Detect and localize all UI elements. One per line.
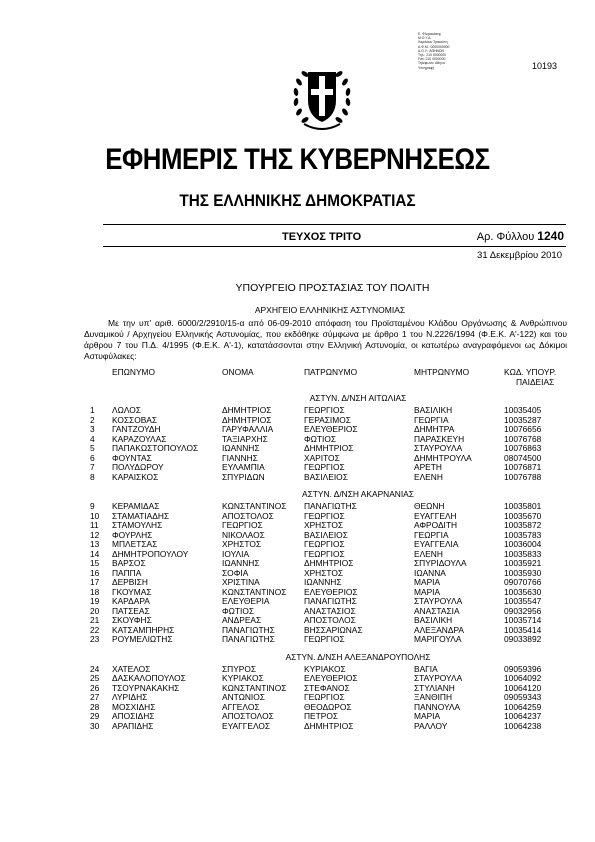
surname: ΚΑΡΔΑΡΑ — [112, 596, 150, 606]
father-name: ΓΕΩΡΓΙΟΣ — [304, 539, 345, 549]
father-name: ΒΑΣΙΛΕΙΟΣ — [304, 471, 348, 482]
father-name: ΓΕΩΡΓΙΟΣ — [304, 548, 345, 559]
father-name: ΔΗΜΗΤΡΙΟΣ — [304, 720, 354, 731]
first-name: ΝΙΚΟΛΑΟΣ — [222, 529, 265, 540]
sheet-label: Αρ. Φύλλου — [476, 231, 535, 243]
first-name: ΣΠΥΡΟΣ — [222, 663, 257, 674]
row-number: 16 — [90, 567, 100, 578]
group-heading: ΑΣΤΥΝ. Δ/ΝΣΗ ΑΙΤΩΛΙΑΣ — [309, 393, 407, 403]
intro-paragraph: Με την υπ' αριθ. 6000/2/2910/15-α από 06-09-2010 απόφαση του Προϊσταμένου Κλάδου Οργάνωσης & Ανθρώπινου Δυναμικού / Αρχηγείου Ελληνικής Αστυνομίας, που εκδόθηκε σύμφωνα με άρθρο 1 του Ν.2226/1994 (Φ.Ε.Κ. Α'-122) και του άρθρου 7 του Π.Δ. 4/1995 (Φ.Ε.Κ. Α'-1), κατατάσσονται στην Ελληνική Αστυνομία, οι κατωτέρω αναγραφόμενοι ως Δόκιμοι Αστυφύλακες: — [84, 318, 567, 361]
first-name: ΑΠΟΣΤΟΛΟΣ — [222, 711, 274, 721]
father-name: ΒΗΣΣΑΡΙΩΝΑΣ — [304, 624, 363, 635]
mother-name: ΞΑΝΘΙΠΗ — [414, 692, 453, 702]
father-name: ΦΩΤΙΟΣ — [304, 433, 337, 444]
mother-name: ΓΕΩΡΓΙΑ — [414, 414, 449, 425]
mother-name: ΑΦΡΟΔΙΤΗ — [414, 520, 458, 530]
first-name: ΚΩΝΣΤΑΝΤΙΝΟΣ — [222, 586, 287, 597]
stamp-line: Ε. Φλορακάκης — [418, 32, 442, 36]
first-name: ΙΩΑΝΝΗΣ — [222, 443, 260, 453]
row-number: 24 — [90, 663, 100, 674]
table-row — [84, 635, 567, 645]
first-name: ΤΑΞΙΑΡΧΗΣ — [222, 433, 268, 444]
first-name: ΣΠΥΡΙΔΩΝ — [222, 471, 265, 482]
mother-name: ΓΕΩΡΓΙΑ — [414, 529, 449, 540]
first-name: ΓΑΡΥΦΑΛΛΙΑ — [222, 424, 274, 434]
mother-name: ΘΕΩΝΗ — [414, 501, 445, 511]
surname: ΒΑΡΣΟΣ — [112, 558, 146, 568]
row-number: 10 — [90, 510, 100, 521]
ministry-code: 10035670 — [504, 510, 542, 521]
row-number: 6 — [90, 452, 95, 463]
gazette-subtitle: ΤΗΣ ΕΛΛΗΝΙΚΗΣ ΔΗΜΟΚΡΑΤΙΑΣ — [179, 191, 416, 210]
stamp-line: Τηλ.: 210 0000000 — [418, 53, 447, 58]
mother-name: ΜΑΡΙΑ — [414, 711, 441, 721]
table-body — [84, 393, 567, 731]
mother-name: ΜΑΡΙΓΟΥΛΑ — [414, 634, 462, 644]
mother-name: ΣΠΥΡΙΔΟΥΛΑ — [414, 558, 467, 568]
first-name: ΣΟΦΙΑ — [222, 567, 249, 578]
header-code-1: ΚΩΔ. ΥΠΟΥΡ. — [504, 367, 557, 377]
group-heading: ΑΣΤΥΝ. Δ/ΝΣΗ ΑΚΑΡΝΑΝΙΑΣ — [302, 489, 414, 499]
father-name: ΚΥΡΙΑΚΟΣ — [304, 663, 346, 674]
ministry-code: 10035714 — [504, 615, 542, 625]
surname: ΠΟΛΥΔΩΡΟΥ — [112, 462, 164, 472]
surname: ΦΟΥΡΛΗΣ — [112, 529, 153, 540]
first-name: ΕΥΑΓΓΕΛΟΣ — [222, 720, 271, 731]
header-code-2: ΠΑΙΔΕΙΑΣ — [516, 377, 555, 387]
father-name: ΠΕΤΡΟΣ — [304, 711, 339, 721]
first-name: ΕΛΕΥΘΕΡΙΑ — [222, 596, 270, 606]
surname: ΚΑΡΑΙΣΚΟΣ — [112, 471, 159, 482]
ministry-code: 09059396 — [504, 663, 542, 674]
ministry-code: 10035783 — [504, 529, 542, 540]
row-number: 29 — [90, 711, 100, 721]
row-number: 13 — [90, 539, 100, 549]
mother-name: ΒΑΣΙΛΙΚΗ — [414, 405, 453, 415]
first-name: ΦΩΤΙΟΣ — [222, 605, 255, 616]
stamp-line: Δ.Ο.Υ.: ΑΘΗΝΩΝ — [418, 48, 444, 53]
father-name: ΓΕΩΡΓΙΟΣ — [304, 634, 345, 644]
header-surname: ΕΠΩΝΥΜΟ — [112, 367, 156, 377]
ministry-code: 10076863 — [504, 443, 542, 453]
mother-name: ΑΡΕΤΗ — [414, 462, 442, 472]
mother-name: ΒΑΣΙΛΙΚΗ — [414, 615, 453, 625]
mother-name: ΠΑΝΝΟΥΛΑ — [414, 701, 461, 712]
ministry-code: 08074500 — [504, 452, 542, 463]
row-number: 25 — [90, 673, 100, 683]
table-row — [84, 722, 567, 732]
mother-name: ΕΛΕΝΗ — [414, 548, 443, 559]
surname: ΑΡΑΠΙΔΗΣ — [112, 720, 154, 731]
row-number: 8 — [90, 471, 95, 482]
father-name: ΘΕΟΔΩΡΟΣ — [304, 701, 352, 712]
ministry-code: 10076871 — [504, 462, 542, 472]
greek-coat-of-arms-icon — [290, 62, 354, 134]
stamp-line: Χαριλάου Τρικούπη — [418, 40, 448, 45]
surname: ΔΑΣΚΑΛΟΠΟΥΛΟΣ — [112, 673, 186, 683]
first-name: ΕΥΛΑΜΠΙΑ — [222, 462, 265, 472]
surname: ΚΑΡΑΖΟΥΛΑΣ — [112, 433, 167, 444]
row-number: 11 — [90, 520, 99, 530]
row-number: 9 — [90, 501, 95, 511]
row-number: 1 — [90, 405, 95, 415]
father-name: ΑΝΑΣΤΑΣΙΟΣ — [304, 605, 356, 616]
ministry-code: 10076788 — [504, 471, 542, 482]
surname: ΚΑΤΣΑΜΠΗΡΗΣ — [112, 624, 175, 635]
mother-name: ΑΝΑΣΤΑΣΙΑ — [414, 605, 460, 616]
stamp-line: Α.Φ.Μ.: 0000000000 — [418, 44, 450, 49]
ministry-code: 10035921 — [504, 558, 542, 568]
recruits-table — [84, 364, 567, 731]
first-name: ΓΙΑΝΝΗΣ — [222, 452, 258, 463]
row-number: 20 — [90, 605, 100, 616]
father-name: ΠΑΝΑΓΙΩΤΗΣ — [304, 501, 357, 511]
father-name: ΕΛΕΥΘΕΡΙΟΣ — [304, 673, 358, 683]
surname: ΜΠΛΕΤΣΑΣ — [112, 539, 158, 549]
ministry-code: 10035414 — [504, 624, 542, 635]
surname: ΔΕΡΒΙΣΗ — [112, 577, 148, 587]
page-number: 10193 — [532, 61, 558, 71]
father-name: ΙΩΑΝΝΗΣ — [304, 577, 342, 587]
row-number: 28 — [90, 701, 100, 712]
header-name: ΟΝΟΜΑ — [222, 367, 254, 377]
surname: ΚΟΣΣΟΒΑΣ — [112, 414, 158, 425]
first-name: ΚΥΡΙΑΚΟΣ — [222, 673, 264, 683]
row-number: 12 — [90, 529, 100, 540]
mother-name: ΒΑΓΙΑ — [414, 663, 438, 674]
first-name: ΠΑΝΑΓΙΩΤΗΣ — [222, 634, 275, 644]
father-name: ΕΛΕΥΘΕΡΙΟΣ — [304, 586, 358, 597]
surname: ΛΥΡΙΔΗΣ — [112, 692, 148, 702]
ministry-code: 10064238 — [504, 720, 542, 731]
ministry-code: 10064092 — [504, 673, 542, 683]
father-name: ΧΑΡΙΤΟΣ — [304, 452, 340, 463]
surname: ΦΟΥΝΤΑΣ — [112, 452, 152, 463]
group-heading: ΑΣΤΥΝ. Δ/ΝΣΗ ΑΛΕΞΑΝΔΡΟΥΠΟΛΗΣ — [285, 651, 431, 662]
row-number: 30 — [90, 720, 100, 731]
surname: ΔΗΜΗΤΡΟΠΟΥΛΟΥ — [112, 548, 189, 559]
ministry-code: 10036004 — [504, 539, 542, 549]
first-name: ΑΝΔΡΕΑΣ — [222, 615, 262, 625]
ministry-code: 10035930 — [504, 567, 542, 578]
row-number: 27 — [90, 692, 100, 702]
row-number: 2 — [90, 414, 95, 425]
surname: ΛΩΛΟΣ — [112, 405, 141, 415]
surname: ΣΚΟΥΦΗΣ — [112, 615, 152, 625]
row-number: 3 — [90, 424, 95, 434]
ministry-code: 10076656 — [504, 424, 542, 434]
mother-name: ΣΤΑΥΡΟΥΛΑ — [414, 443, 463, 453]
first-name: ΙΩΑΝΝΗΣ — [222, 558, 260, 568]
table-header — [84, 364, 567, 386]
first-name: ΚΩΝΣΤΑΝΤΙΝΟΣ — [222, 501, 287, 511]
ministry-code: 10035630 — [504, 586, 542, 597]
ministry-code: 10076768 — [504, 433, 542, 444]
sheet-number — [477, 229, 564, 243]
father-name: ΓΕΩΡΓΙΟΣ — [304, 462, 345, 472]
row-number: 21 — [90, 615, 100, 625]
row-number: 5 — [90, 443, 95, 453]
father-name: ΔΗΜΗΤΡΙΟΣ — [304, 558, 354, 568]
ministry-code: 10064120 — [504, 682, 542, 693]
father-name: ΕΛΕΥΘΕΡΙΟΣ — [304, 424, 358, 434]
mother-name: ΡΑΛΛΟΥ — [414, 720, 448, 731]
father-name: ΓΕΡΑΣΙΜΟΣ — [304, 414, 351, 425]
father-name: ΓΕΩΡΓΙΟΣ — [304, 692, 345, 702]
surname: ΜΟΣΧΙΔΗΣ — [112, 701, 156, 712]
first-name: ΓΕΩΡΓΙΟΣ — [222, 520, 263, 530]
first-name: ΑΓΓΕΛΟΣ — [222, 701, 260, 712]
row-number: 23 — [90, 634, 100, 644]
mother-name: ΣΤΥΛΙΑΝΗ — [414, 682, 455, 693]
stamp-line: Μ.Ο.Υ.Α. — [418, 36, 432, 41]
divider — [103, 224, 566, 225]
divider — [103, 246, 566, 247]
issue-date: 31 Δεκεμβρίου 2010 — [477, 250, 562, 261]
father-name: ΠΑΝΑΓΙΩΤΗΣ — [304, 596, 357, 606]
father-name: ΓΕΩΡΓΙΟΣ — [304, 510, 345, 521]
ministry-code: 10064259 — [504, 701, 542, 712]
row-number: 22 — [90, 624, 100, 635]
row-number: 4 — [90, 433, 95, 444]
ministry-code: 10035872 — [504, 520, 542, 530]
surname: ΑΠΟΣΙΔΗΣ — [112, 711, 155, 721]
stamp-line: Fax: 210 0000000 — [418, 57, 446, 62]
mother-name: ΠΑΡΑΣΚΕΥΗ — [414, 433, 465, 444]
table-row — [84, 473, 567, 483]
mother-name: ΙΩΑΝΝΑ — [414, 567, 446, 578]
mother-name: ΕΛΕΝΗ — [414, 471, 443, 482]
first-name: ΙΟΥΛΙΑ — [222, 548, 250, 559]
mother-name: ΜΑΡΙΑ — [414, 586, 441, 597]
row-number: 15 — [90, 558, 100, 568]
ministry-code: 10064237 — [504, 711, 542, 721]
surname: ΣΤΑΜΟΥΛΗΣ — [112, 520, 163, 530]
row-number: 17 — [90, 577, 100, 587]
row-number: 19 — [90, 596, 100, 606]
ministry-code: 10035833 — [504, 548, 542, 559]
first-name: ΔΗΜΗΤΡΙΟΣ — [222, 414, 272, 425]
row-number: 26 — [90, 682, 100, 693]
header-mother: ΜΗΤΡΩΝΥΜΟ — [414, 367, 470, 377]
gazette-title: ΕΦΗΜΕΡΙΣ ΤΗΣ ΚΥΒΕΡΝΗΣΕΩΣ — [105, 143, 490, 176]
surname: ΓΑΝΤΖΟΥΔΗ — [112, 424, 161, 434]
ministry-code: 09070766 — [504, 577, 542, 587]
father-name: ΧΡΗΣΤΟΣ — [304, 567, 344, 578]
surname: ΠΑΤΣΕΑΣ — [112, 605, 150, 616]
sheet-number-value: 1240 — [537, 229, 564, 243]
ministry-code: 10035405 — [504, 405, 542, 415]
first-name: ΚΩΝΣΤΑΝΤΙΝΟΣ — [222, 682, 287, 693]
first-name: ΑΝΤΩΝΙΟΣ — [222, 692, 265, 702]
surname: ΧΑΤΕΛΟΣ — [112, 663, 151, 674]
row-number: 14 — [90, 548, 100, 559]
surname: ΠΑΠΠΑ — [112, 567, 142, 578]
ministry-code: 10035801 — [504, 501, 542, 511]
first-name: ΔΗΜΗΤΡΙΟΣ — [222, 405, 272, 415]
hq-heading: ΑΡΧΗΓΕΙΟ ΕΛΛΗΝΙΚΗΣ ΑΣΤΥΝΟΜΙΑΣ — [254, 305, 406, 315]
stamp-line: Τηλέφωνο: Αθηνα — [418, 61, 445, 66]
row-number: 7 — [90, 462, 95, 472]
first-name: ΑΠΟΣΤΟΛΟΣ — [222, 510, 274, 521]
ministry-code: 09059343 — [504, 692, 542, 702]
mother-name: ΜΑΡΙΑ — [414, 577, 441, 587]
issue-series: ΤΕΥΧΟΣ ΤΡΙΤΟ — [282, 231, 362, 243]
mother-name: ΕΥΑΓΓΕΛΗ — [414, 510, 457, 521]
ministry-heading: ΥΠΟΥΡΓΕΙΟ ΠΡΟΣΤΑΣΙΑΣ ΤΟΥ ΠΟΛΙΤΗ — [235, 282, 430, 294]
digital-signature-stamp — [418, 32, 470, 70]
header-father: ΠΑΤΡΩΝΥΜΟ — [304, 367, 358, 377]
surname: ΣΤΑΜΑΤΙΑΔΗΣ — [112, 510, 170, 521]
mother-name: ΔΗΜΗΤΡΟΥΛΑ — [414, 452, 472, 463]
father-name: ΓΕΩΡΓΙΟΣ — [304, 405, 345, 415]
ministry-code: 10035287 — [504, 414, 542, 425]
ministry-code: 10035547 — [504, 596, 542, 606]
mother-name: ΕΥΑΓΓΕΛΙΑ — [414, 539, 459, 549]
stamp-line: Υπογραφή — [418, 65, 435, 70]
surname: ΠΑΠΑΚΩΣΤΟΠΟΥΛΟΣ — [112, 443, 199, 453]
surname: ΚΕΡΑΜΙΔΑΣ — [112, 501, 160, 511]
surname: ΤΣΟΥΡΝΑΚΑΚΗΣ — [112, 682, 180, 693]
surname: ΓΚΟΥΜΑΣ — [112, 586, 152, 597]
first-name: ΠΑΝΑΓΙΩΤΗΣ — [222, 624, 275, 635]
surname: ΡΟΥΜΕΛΙΩΤΗΣ — [112, 634, 173, 644]
first-name: ΧΡΙΣΤΙΝΑ — [222, 577, 260, 587]
ministry-code: 09032956 — [504, 605, 542, 616]
father-name: ΧΡΗΣΤΟΣ — [304, 520, 344, 530]
ministry-code: 09033892 — [504, 634, 542, 644]
father-name: ΣΤΕΦΑΝΟΣ — [304, 682, 350, 693]
father-name: ΔΗΜΗΤΡΙΟΣ — [304, 443, 354, 453]
mother-name: ΔΗΜΗΤΡΑ — [414, 424, 455, 434]
mother-name: ΣΤΑΥΡΟΥΛΑ — [414, 673, 463, 683]
father-name: ΑΠΟΣΤΟΛΟΣ — [304, 615, 356, 625]
row-number: 18 — [90, 586, 100, 597]
mother-name: ΣΤΑΥΡΟΥΛΑ — [414, 596, 463, 606]
father-name: ΒΑΣΙΛΕΙΟΣ — [304, 529, 348, 540]
first-name: ΧΡΗΣΤΟΣ — [222, 539, 262, 549]
mother-name: ΑΛΕΞΑΝΔΡΑ — [414, 624, 464, 635]
